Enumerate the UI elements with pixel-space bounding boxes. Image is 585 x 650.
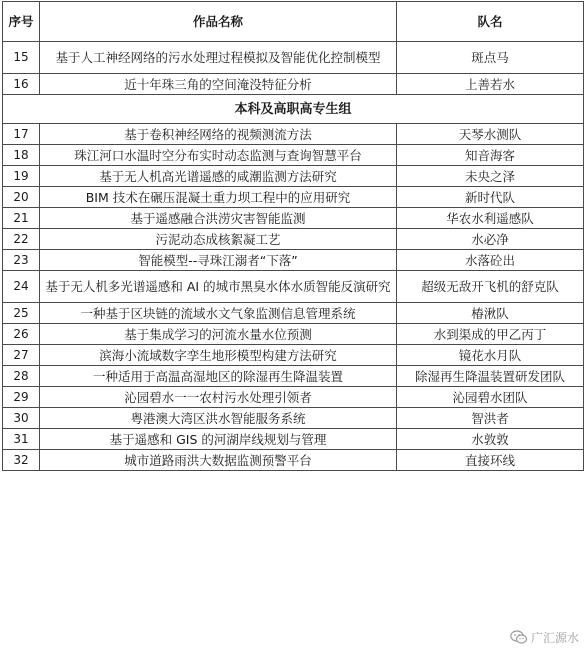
cell-no: 19 bbox=[3, 166, 40, 187]
cell-no: 17 bbox=[3, 124, 40, 145]
cell-name: 智能模型--寻珠江溺者“下落” bbox=[40, 250, 397, 271]
cell-team: 华农水利遥感队 bbox=[397, 208, 584, 229]
cell-name: 基于无人机高光谱遥感的咸潮监测方法研究 bbox=[40, 166, 397, 187]
cell-name: 一种基于区块链的流域水文气象监测信息管理系统 bbox=[40, 303, 397, 324]
watermark bbox=[510, 629, 579, 646]
cell-team: 智洪者 bbox=[397, 408, 584, 429]
table-row bbox=[3, 345, 584, 366]
header-name: 作品名称 bbox=[40, 2, 397, 42]
cell-team: 除湿再生降温装置研发团队 bbox=[397, 366, 584, 387]
cell-no: 23 bbox=[3, 250, 40, 271]
section-title: 本科及高职高专生组 bbox=[3, 95, 584, 124]
cell-name: 粤港澳大湾区洪水智能服务系统 bbox=[40, 408, 397, 429]
table-row bbox=[3, 450, 584, 471]
cell-team: 斑点马 bbox=[397, 42, 584, 74]
table-row bbox=[3, 303, 584, 324]
table-header bbox=[3, 2, 584, 42]
section-row bbox=[3, 95, 584, 124]
cell-name: 基于无人机多光谱遥感和 AI 的城市黑臭水体水质智能反演研究 bbox=[40, 271, 397, 303]
cell-name: 滨海小流域数字孪生地形模型构建方法研究 bbox=[40, 345, 397, 366]
cell-no: 32 bbox=[3, 450, 40, 471]
cell-no: 20 bbox=[3, 187, 40, 208]
cell-team: 知音海客 bbox=[397, 145, 584, 166]
cell-team: 水到渠成的甲乙丙丁 bbox=[397, 324, 584, 345]
cell-no: 22 bbox=[3, 229, 40, 250]
cell-team: 水必净 bbox=[397, 229, 584, 250]
table-row bbox=[3, 208, 584, 229]
cell-name: 基于遥感和 GIS 的河湖岸线规划与管理 bbox=[40, 429, 397, 450]
cell-no: 16 bbox=[3, 74, 40, 95]
table-row bbox=[3, 42, 584, 74]
table-row bbox=[3, 429, 584, 450]
cell-no: 25 bbox=[3, 303, 40, 324]
table-row bbox=[3, 124, 584, 145]
table-row bbox=[3, 387, 584, 408]
cell-team: 沁园碧水团队 bbox=[397, 387, 584, 408]
watermark-text: 广汇源水 bbox=[530, 631, 579, 645]
cell-no: 28 bbox=[3, 366, 40, 387]
cell-team: 天琴水测队 bbox=[397, 124, 584, 145]
cell-team: 直接环线 bbox=[397, 450, 584, 471]
cell-no: 15 bbox=[3, 42, 40, 74]
cell-name: BIM 技术在碾压混凝土重力坝工程中的应用研究 bbox=[40, 187, 397, 208]
cell-team: 水敦敦 bbox=[397, 429, 584, 450]
cell-team: 镜花水月队 bbox=[397, 345, 584, 366]
table-row bbox=[3, 366, 584, 387]
cell-team: 椿湫队 bbox=[397, 303, 584, 324]
cell-no: 29 bbox=[3, 387, 40, 408]
cell-name: 城市道路雨洪大数据监测预警平台 bbox=[40, 450, 397, 471]
header-no: 序号 bbox=[3, 2, 40, 42]
wechat-icon bbox=[510, 630, 528, 645]
cell-team: 未央之泽 bbox=[397, 166, 584, 187]
table-row bbox=[3, 187, 584, 208]
cell-no: 24 bbox=[3, 271, 40, 303]
cell-name: 基于集成学习的河流水量水位预测 bbox=[40, 324, 397, 345]
table-row bbox=[3, 166, 584, 187]
awards-table bbox=[2, 1, 584, 471]
cell-no: 27 bbox=[3, 345, 40, 366]
cell-no: 26 bbox=[3, 324, 40, 345]
cell-team: 上善若水 bbox=[397, 74, 584, 95]
table-row bbox=[3, 145, 584, 166]
table-row bbox=[3, 408, 584, 429]
header-row bbox=[3, 2, 584, 42]
cell-name: 基于遥感融合洪涝灾害智能监测 bbox=[40, 208, 397, 229]
table-row bbox=[3, 271, 584, 303]
table-row bbox=[3, 74, 584, 95]
cell-name: 珠江河口水温时空分布实时动态监测与查询智慧平台 bbox=[40, 145, 397, 166]
cell-name: 基于卷积神经网络的视频测流方法 bbox=[40, 124, 397, 145]
cell-no: 21 bbox=[3, 208, 40, 229]
table-body bbox=[3, 42, 584, 471]
cell-team: 新时代队 bbox=[397, 187, 584, 208]
cell-no: 30 bbox=[3, 408, 40, 429]
table-row bbox=[3, 229, 584, 250]
table-row bbox=[3, 324, 584, 345]
cell-team: 超级无敌开飞机的舒克队 bbox=[397, 271, 584, 303]
cell-name: 一种适用于高温高湿地区的除湿再生降温装置 bbox=[40, 366, 397, 387]
header-team: 队名 bbox=[397, 2, 584, 42]
cell-no: 31 bbox=[3, 429, 40, 450]
cell-name: 基于人工神经网络的污水处理过程模拟及智能优化控制模型 bbox=[40, 42, 397, 74]
cell-name: 近十年珠三角的空间淹没特征分析 bbox=[40, 74, 397, 95]
cell-team: 水落砼出 bbox=[397, 250, 584, 271]
cell-no: 18 bbox=[3, 145, 40, 166]
cell-name: 污泥动态成核絮凝工艺 bbox=[40, 229, 397, 250]
cell-name: 沁园碧水一一农村污水处理引领者 bbox=[40, 387, 397, 408]
table-row bbox=[3, 250, 584, 271]
